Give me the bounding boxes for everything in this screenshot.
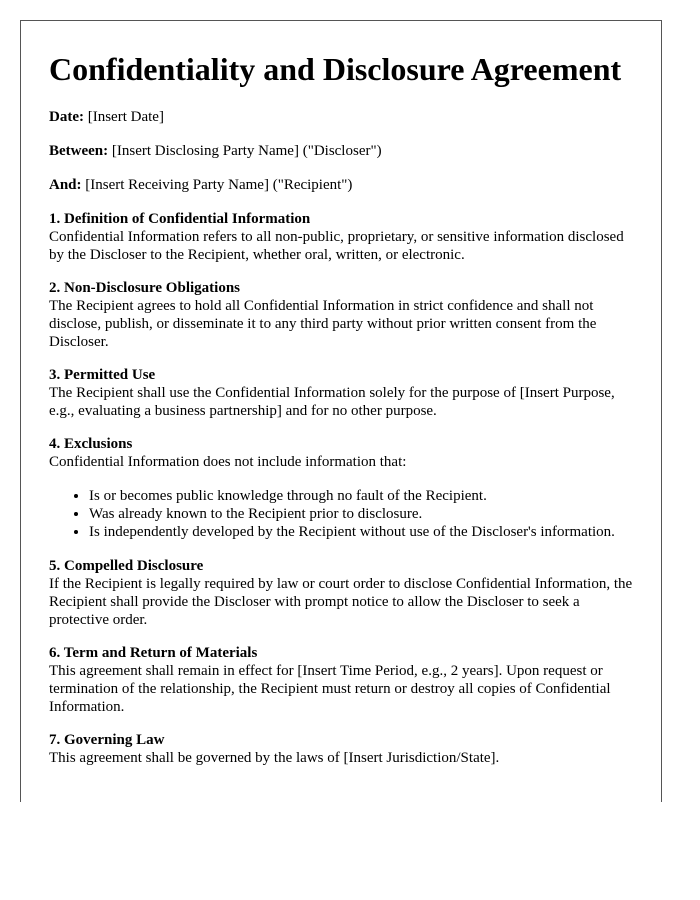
section-heading: 4. Exclusions [49,436,133,452]
section-body: The Recipient shall use the Confidential Information solely for the purpose of [Insert Purpose, e.g., evaluating a business partnership] and for no other purpose. [49,385,615,419]
date-field [49,108,633,126]
section-heading: 5. Compelled Disclosure [49,558,204,574]
field-label: And: [49,177,82,193]
document-title: Confidentiality and Disclosure Agreement [49,51,622,87]
section-term [49,644,633,716]
field-value: [Insert Receiving Party Name] ("Recipient") [85,177,353,193]
exclusions-list [49,487,633,541]
section-heading: 1. Definition of Confidential Information [49,211,311,227]
section-body: Confidential Information refers to all non-public, proprietary, or sensitive information disclosed by the Discloser to the Recipient, whether oral, written, or electronic. [49,229,624,263]
between-field [49,142,633,160]
section-permitted-use [49,366,633,420]
field-label: Date: [49,109,84,125]
agreement-document [20,20,662,802]
section-compelled-disclosure [49,557,633,629]
section-exclusions [49,435,633,541]
section-heading: 3. Permitted Use [49,367,156,383]
list-item: • Is or becomes public knowledge through no fault of the Recipient. [89,487,633,505]
section-body: This agreement shall remain in effect for [Insert Time Period, e.g., 2 years]. Upon request or termination of the relationship, the Recipient must return or destroy all copies of Confidential Information. [49,663,611,715]
section-body: Confidential Information does not include information that: [49,454,407,470]
list-item: • Was already known to the Recipient prior to disclosure. [89,505,633,523]
list-item: • Is independently developed by the Recipient without use of the Discloser's information. [89,523,633,541]
and-field [49,176,633,194]
field-label: Between: [49,143,109,159]
section-governing-law [49,731,633,767]
section-heading: 6. Term and Return of Materials [49,645,258,661]
field-value: [Insert Disclosing Party Name] ("Discloser") [111,143,382,159]
field-value: [Insert Date] [87,109,164,125]
section-body: The Recipient agrees to hold all Confidential Information in strict confidence and shall not disclose, publish, or disseminate it to any third party without prior written consent from the Discloser. [49,298,597,350]
section-body: If the Recipient is legally required by law or court order to disclose Confidential Information, the Recipient shall provide the Discloser with prompt notice to allow the Discloser to seek a protective order. [49,576,633,628]
section-heading: 7. Governing Law [49,732,165,748]
section-non-disclosure [49,279,633,351]
section-heading: 2. Non-Disclosure Obligations [49,280,240,296]
section-body: This agreement shall be governed by the laws of [Insert Jurisdiction/State]. [49,750,500,766]
section-definition [49,210,633,264]
